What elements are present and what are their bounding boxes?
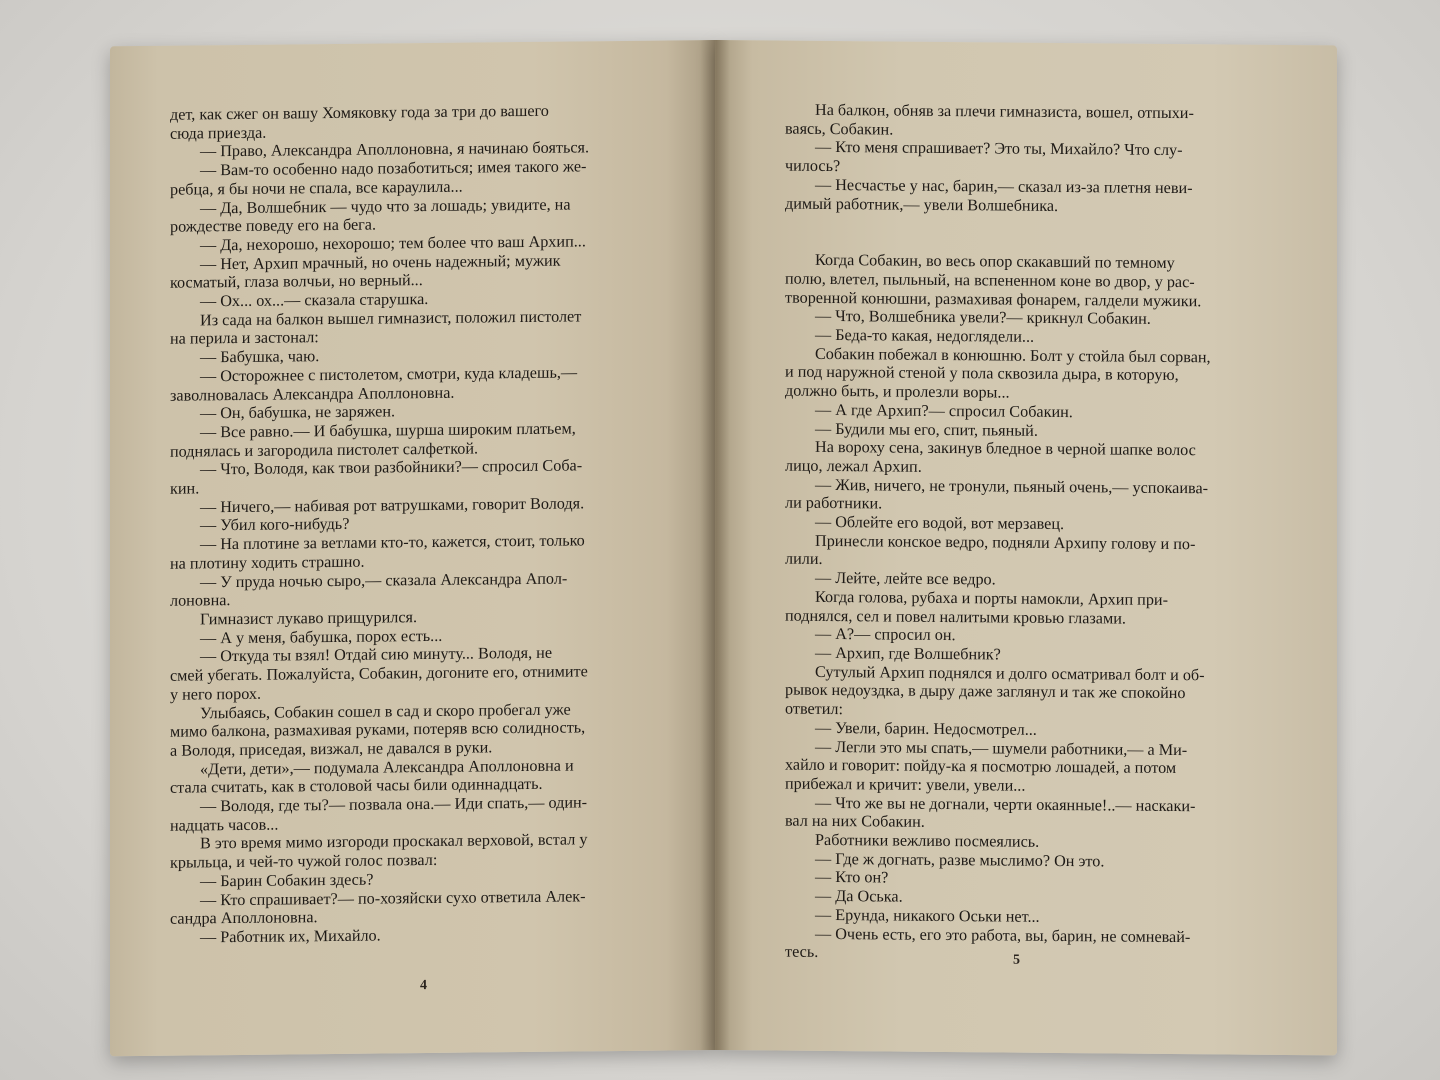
text-line: а Володя, приседая, визжал, не давался в руки. — [170, 738, 493, 760]
text-line: — Облейте его водой, вот мерзавец. — [815, 512, 1065, 534]
text-line: — Кто меня спрашивает? Это ты, Михайло? Что слу- — [815, 138, 1183, 160]
text-line: лоновна. — [170, 591, 231, 610]
text-line: чилось? — [785, 156, 841, 176]
text-line: — Что, Волшебника увели?— крикнул Собакин. — [815, 307, 1151, 329]
text-line: — Ерунда, никакого Оськи нет... — [815, 905, 1040, 926]
text-line: — Очень есть, его это работа, вы, барин, не сомневай- — [815, 924, 1191, 946]
text-line: — Да, нехорошо, нехорошо; тем более что ваш Архип... — [200, 232, 586, 255]
text-line: — Бабушка, чаю. — [200, 347, 320, 367]
text-line: — Володя, где ты?— позвала она.— Иди спать,— один- — [200, 793, 588, 816]
text-line: и под наружной стеной у пола сквозила дыра, в которую, — [785, 363, 1179, 385]
text-line: — Что, Володя, как твои разбойники?— спросил Соба- — [200, 456, 583, 479]
text-line: — Откуда ты взял! Отдай сию минуту... Володя, не — [200, 644, 553, 666]
text-line: тесь. — [785, 942, 819, 962]
right-page — [715, 40, 1337, 1055]
text-line: «Дети, дети»,— подумала Александра Аполлоновна и — [200, 756, 574, 779]
text-line: ваясь, Собакин. — [785, 119, 894, 139]
text-line: — Увели, барин. Недосмотрел... — [815, 718, 1037, 739]
text-line: Собакин побежал в конюшню. Болт у стойла был сорван, — [815, 344, 1211, 367]
text-line: ответил: — [785, 699, 843, 719]
text-line: творенной конюшни, размахивая фонарем, галдели мужики. — [785, 288, 1202, 310]
text-line: лили. — [785, 550, 823, 569]
text-line: лицо, лежал Архип. — [785, 456, 922, 476]
text-line: ребца, я бы ночи не спала, все караулила... — [170, 177, 463, 199]
text-line: — А?— спросил он. — [815, 625, 956, 645]
text-line: — Кто он? — [815, 868, 889, 887]
text-line: — Нет, Архип мрачный, но очень надежный; мужик — [200, 251, 561, 274]
text-line: крыльца, и чей-то чужой голос позвал: — [170, 851, 438, 872]
text-line: В это время мимо изгороди проскакал верховой, встал у — [200, 830, 588, 853]
text-line: Гимназист лукаво прищурился. — [200, 608, 417, 629]
text-line: дет, как сжег он вашу Хомяковку года за три до вашего — [170, 101, 549, 124]
right-page-text — [785, 101, 1300, 966]
text-line: рывок недоуздка, в дыру даже заглянул и так же спокойно — [785, 681, 1186, 703]
text-line: димый работник,— увели Волшебника. — [785, 194, 1059, 215]
text-line: на плотину ходить страшно. — [170, 552, 365, 573]
text-line: — Будили мы его, спит, пьяный. — [815, 419, 1038, 440]
text-line: на перила и застонал: — [170, 328, 319, 349]
text-line: — Да, Волшебник — чудо что за лошадь; увидите, на — [200, 195, 571, 217]
text-line: — Беда-то какая, недоглядели... — [815, 325, 1035, 346]
text-line: — Осторожнее с пистолетом, смотри, куда кладешь,— — [200, 363, 578, 386]
text-line: — На плотине за ветлами кто-то, кажется, стоит, только — [200, 531, 585, 554]
section-break — [785, 213, 1300, 255]
text-line: — Он, бабушка, не заряжен. — [200, 402, 396, 423]
text-line: кин. — [170, 479, 200, 498]
text-line: — Работник их, Михайло. — [200, 926, 381, 947]
text-line: — Архип, где Волшебник? — [815, 643, 1001, 664]
text-line: — У пруда ночью сыро,— сказала Александра Апол- — [200, 569, 568, 591]
text-line: ли работники. — [785, 493, 883, 513]
text-line: Когда Собакин, во весь опор скакавший по темному — [815, 251, 1175, 273]
text-line: — Ничего,— набивая рот ватрушками, говорит Володя. — [200, 494, 585, 517]
text-line: поднялся, сел и повел налитыми кровью глазами. — [785, 606, 1126, 628]
text-line: стала считать, как в столовой часы били одиннадцать. — [170, 775, 543, 798]
text-line: — Право, Александра Аполлоновна, я начинаю бояться. — [200, 138, 590, 161]
text-line: мимо балкона, размахивая руками, потеряв всю солидность, — [170, 718, 586, 741]
text-line: надцать часов... — [170, 815, 279, 835]
open-book — [110, 40, 1340, 1050]
text-line: На балкон, обняв за плечи гимназиста, вошел, отпыхи- — [815, 100, 1194, 123]
text-line: — А у меня, бабушка, порох есть... — [200, 626, 443, 648]
right-text-section-bottom — [785, 251, 1300, 966]
text-line: рождестве поведу его на бега. — [170, 215, 377, 236]
text-line: Когда голова, рубаха и порты намокли, Архип при- — [815, 587, 1168, 609]
text-line: косматый, глаза волчьи, но верный... — [170, 271, 423, 293]
text-line: Работники вежливо посмеялись. — [815, 830, 1040, 851]
text-line: полю, влетел, пыльный, на вспененном коне во двор, у рас- — [785, 269, 1195, 292]
text-line: хайло и говорит: пойду-ка я посмотрю лошадей, а потом — [785, 755, 1177, 778]
text-line: — Что же вы не догнали, черти окаянные!..— наскаки- — [815, 793, 1196, 815]
text-line: — Вам-то особенно надо позаботиться; имея такого же- — [200, 157, 587, 180]
text-line: — Барин Собакин здесь? — [200, 870, 374, 891]
text-line: поднялась и загородила пистолет салфеткой. — [170, 439, 479, 461]
text-line: — А где Архип?— спросил Собакин. — [815, 400, 1073, 421]
text-line: На вороху сена, закинув бледное в черной шапке волос — [815, 438, 1196, 460]
text-line: — Лейте, лейте все ведро. — [815, 569, 996, 589]
text-line: — Легли это мы спать,— шумели работники,— а Ми- — [815, 737, 1188, 759]
text-line: — Где ж догнать, разве мыслимо? Он это. — [815, 849, 1105, 871]
right-page-number: 5 — [1013, 952, 1020, 968]
left-page — [110, 40, 715, 1056]
text-line: Сутулый Архип поднялся и долго осматривал болт и об- — [815, 662, 1205, 684]
left-page-number: 4 — [420, 978, 427, 994]
text-line: — Убил кого-нибудь? — [200, 515, 350, 535]
text-line: — Жив, ничего, не тронули, пьяный очень,— успокаива- — [815, 475, 1209, 497]
text-line: вал на них Собакин. — [785, 811, 925, 832]
text-line: — Ох... ох...— сказала старушка. — [200, 290, 429, 311]
text-line: — Да Оська. — [815, 886, 903, 906]
text-line: — Кто спрашивает?— по-хозяйски сухо ответила Алек- — [200, 886, 586, 909]
text-line: — Несчастье у нас, барин,— сказал из-за плетня неви- — [815, 175, 1193, 197]
text-line: Улыбаясь, Собакин сошел в сад и скоро пробегал уже — [200, 700, 571, 722]
text-line: Из сада на балкон вышел гимназист, положил пистолет — [200, 307, 582, 330]
left-page-text — [170, 100, 680, 947]
text-line: у него порох. — [170, 684, 262, 704]
right-text-section-top — [785, 101, 1300, 218]
text-line: должно быть, и пролезли воры... — [785, 381, 1010, 402]
text-line: сандра Аполлоновна. — [170, 908, 318, 928]
text-line: Принесли конское ведро, подняли Архипу голову и по- — [815, 531, 1196, 553]
text-line: сюда приезда. — [170, 123, 267, 143]
text-line: заволновалась Александра Аполлоновна. — [170, 383, 455, 405]
text-line: — Все равно.— И бабушка, шурша широким платьем, — [200, 419, 576, 442]
text-line: смей убегать. Пожалуйста, Собакин, догоните его, отнимите — [170, 662, 588, 685]
text-line: прибежал и кричит: увели, увели... — [785, 774, 1026, 795]
